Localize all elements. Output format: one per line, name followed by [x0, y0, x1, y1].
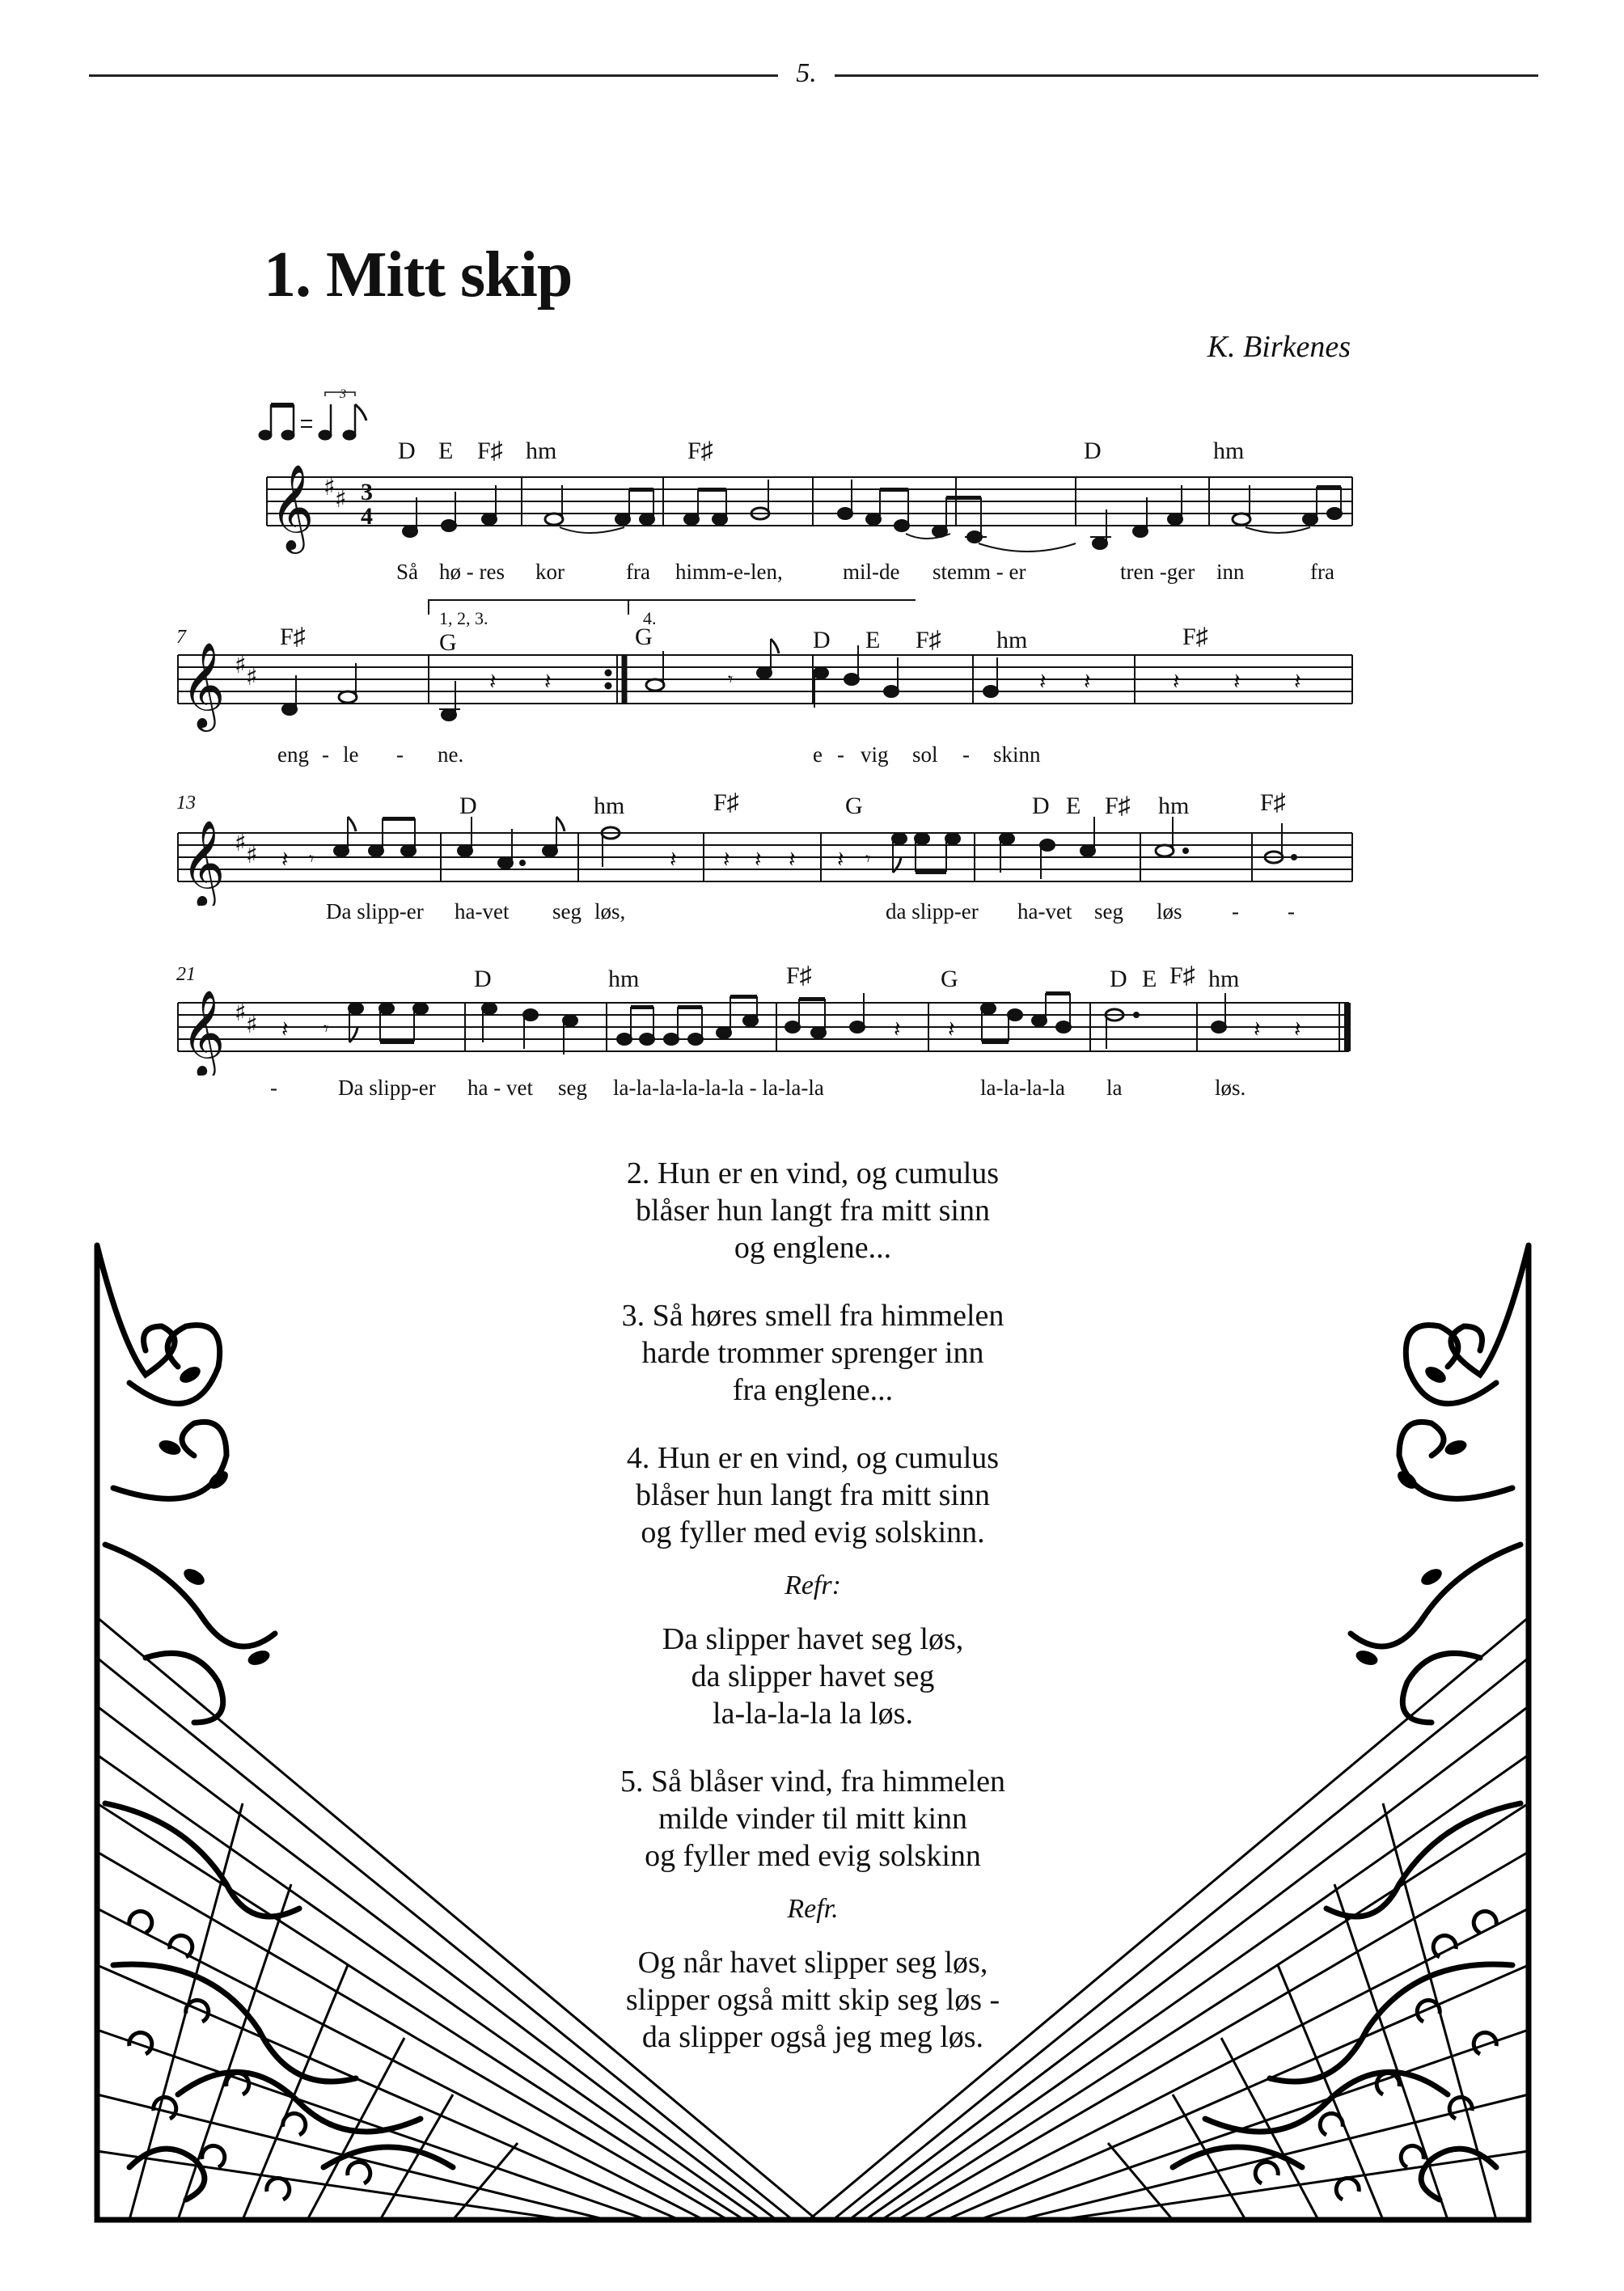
verse-line: og englene...: [734, 1231, 892, 1265]
lyric: -: [962, 742, 970, 767]
svg-text:𝄞: 𝄞: [181, 641, 226, 728]
verse-line: 2. Hun er en vind, og cumulus: [626, 1156, 1000, 1190]
lyric: Så: [396, 560, 418, 584]
svg-text:𝄾: 𝄾: [865, 848, 871, 870]
lyric: -: [1232, 899, 1239, 924]
svg-text:𝄞: 𝄞: [181, 989, 226, 1076]
page-number: 5.: [796, 58, 817, 88]
lyric: Da slipp-er: [326, 899, 424, 924]
chord: E: [438, 437, 454, 464]
svg-text:𝄽: 𝄽: [1039, 668, 1047, 695]
refrain-label: Refr:: [785, 1570, 841, 1600]
lyric: skinn: [993, 742, 1041, 767]
chord: F♯: [1105, 793, 1131, 819]
music-staff-3: [162, 801, 1359, 906]
svg-text:𝄽: 𝄽: [489, 668, 497, 695]
svg-text:𝄾: 𝄾: [324, 1017, 329, 1040]
verse-line: 5. Så blåser vind, fra himmelen: [620, 1765, 1005, 1799]
chord: D: [1110, 966, 1127, 992]
lyric: la-la-la-la-la-la - la-la-la: [613, 1076, 824, 1100]
composer: K. Birkenes: [1207, 330, 1351, 364]
svg-text:♯: ♯: [246, 663, 258, 691]
lyric: tren -ger: [1120, 560, 1195, 584]
ending-label-2: 4.: [643, 608, 657, 628]
svg-text:4: 4: [361, 503, 373, 530]
lyric: løs: [1157, 899, 1182, 924]
svg-text:𝄽: 𝄽: [789, 846, 796, 873]
verse-line: blåser hun langt fra mitt sinn: [636, 1478, 990, 1512]
chord: F♯: [713, 789, 739, 816]
svg-text:3: 3: [361, 479, 373, 505]
chord: E: [1142, 966, 1157, 992]
verse-line: harde trommer sprenger inn: [641, 1336, 984, 1370]
verse-line: fra englene...: [732, 1373, 894, 1407]
svg-text:𝄾: 𝄾: [728, 668, 734, 691]
svg-text:𝄽: 𝄽: [894, 1016, 901, 1042]
measure-number: 21: [176, 964, 196, 985]
chord: G: [439, 629, 457, 656]
lyric: løs.: [1215, 1076, 1246, 1100]
lyric: eng: [277, 742, 309, 767]
chord: hm: [526, 437, 557, 464]
swing-tempo-marking: [256, 387, 377, 451]
chord: F♯: [687, 437, 713, 464]
svg-text:𝄽: 𝄽: [1084, 668, 1091, 695]
chord: F♯: [477, 437, 503, 464]
song-title: 1. Mitt skip: [264, 239, 573, 311]
verse-line: og fyller med evig solskinn.: [641, 1515, 985, 1549]
chord: D: [459, 793, 477, 819]
music-staff-2: [162, 590, 1359, 744]
svg-text:𝄽: 𝄽: [755, 846, 762, 873]
verse-line: Og når havet slipper seg løs,: [637, 1946, 988, 1980]
ornamental-vine-right: [793, 1237, 1545, 2224]
lyric: inn: [1216, 560, 1245, 584]
chord: F♯: [1260, 789, 1286, 816]
measure-number: 7: [176, 627, 186, 648]
chord: F♯: [916, 627, 941, 653]
chord: D: [1032, 793, 1050, 819]
lyric: da slipp-er: [886, 899, 979, 924]
lyric: e: [813, 742, 823, 767]
svg-text:♯: ♯: [335, 485, 347, 514]
chord: hm: [1158, 793, 1190, 819]
header-rule-right: [835, 74, 1538, 77]
lyric: hø - res: [439, 560, 505, 584]
lyric: mil-de: [843, 560, 900, 584]
lyric: la: [1106, 1076, 1123, 1100]
verse-line: 3. Så høres smell fra himmelen: [621, 1299, 1004, 1333]
chord: E: [1066, 793, 1081, 819]
music-staff-1: [243, 453, 1359, 566]
lyric: ha-vet: [1017, 899, 1072, 924]
chord: D: [474, 966, 492, 992]
svg-text:𝄽: 𝄽: [281, 846, 289, 873]
svg-text:𝄾: 𝄾: [309, 848, 315, 870]
chord: D: [813, 627, 831, 653]
triplet-label: 3: [340, 387, 346, 401]
lyric: -: [396, 742, 404, 767]
chord: F♯: [1182, 623, 1208, 650]
chord: G: [941, 966, 958, 992]
chord: D: [398, 437, 416, 464]
music-staff-4: [162, 970, 1359, 1076]
svg-text:𝄽: 𝄽: [1173, 668, 1180, 695]
lyric: ha - vet: [467, 1076, 533, 1100]
lyric: stemm - er: [933, 560, 1026, 584]
verse-line: blåser hun langt fra mitt sinn: [636, 1194, 990, 1228]
ornamental-vine-left: [81, 1237, 833, 2224]
svg-text:𝄽: 𝄽: [1233, 668, 1241, 695]
chord: hm: [1213, 437, 1245, 464]
lyric: kor: [535, 560, 565, 584]
lyric: ne.: [438, 742, 464, 767]
verse-line: da slipper også jeg meg løs.: [641, 2020, 984, 2054]
lyric: -: [322, 742, 329, 767]
measure-number: 13: [176, 793, 196, 814]
lyric: Da slipp-er: [338, 1076, 436, 1100]
lyric: vig: [861, 742, 889, 767]
verse-line: og fyller med evig solskinn: [645, 1839, 981, 1873]
chord: F♯: [280, 623, 306, 650]
lyric: -: [270, 1076, 277, 1100]
lyric: ha-vet: [455, 899, 510, 924]
svg-text:♯: ♯: [235, 999, 247, 1027]
lyric: -: [1288, 899, 1295, 924]
verse-line: la-la-la-la la løs.: [713, 1697, 913, 1731]
svg-text:𝄽: 𝄽: [281, 1016, 289, 1042]
lyric: fra: [626, 560, 650, 584]
verse-line: Da slipper havet seg løs,: [662, 1622, 964, 1656]
lyric: -: [837, 742, 844, 767]
verse-line: slipper også mitt skip seg løs -: [625, 1983, 1000, 2017]
lyric: sol: [912, 742, 938, 767]
chord: hm: [996, 627, 1028, 653]
lyric: løs,: [594, 899, 626, 924]
lyric: la-la-la-la: [980, 1076, 1065, 1100]
svg-text:𝄽: 𝄽: [1254, 1016, 1261, 1042]
svg-text:♯: ♯: [246, 1011, 258, 1039]
header-rule-left: [89, 74, 778, 77]
refrain-label: Refr.: [787, 1894, 839, 1924]
chord: F♯: [1169, 962, 1195, 989]
svg-text:𝄽: 𝄽: [948, 1016, 955, 1042]
chord: hm: [608, 966, 640, 992]
chord: G: [635, 623, 653, 650]
verse-line: 4. Hun er en vind, og cumulus: [626, 1441, 1000, 1475]
lyric: seg: [552, 899, 582, 924]
verse-line: milde vinder til mitt kinn: [658, 1802, 968, 1836]
ending-label-1: 1, 2, 3.: [439, 608, 488, 628]
svg-text:𝄽: 𝄽: [1294, 668, 1301, 695]
lyric: seg: [558, 1076, 587, 1100]
chord: E: [865, 627, 881, 653]
svg-text:𝄞: 𝄞: [181, 819, 226, 906]
chord: hm: [1208, 966, 1240, 992]
lyric: fra: [1310, 560, 1334, 584]
svg-text:𝄽: 𝄽: [1294, 1016, 1301, 1042]
svg-text:♯: ♯: [246, 841, 258, 869]
svg-text:𝄽: 𝄽: [723, 846, 730, 873]
svg-text:𝄞: 𝄞: [270, 463, 315, 550]
chord: D: [1084, 437, 1102, 464]
svg-text:♯: ♯: [235, 829, 247, 857]
chord: F♯: [786, 962, 812, 989]
chord: G: [845, 793, 863, 819]
svg-text:𝄽: 𝄽: [670, 846, 677, 873]
lyric: le: [343, 742, 359, 767]
verse-line: da slipper havet seg: [691, 1659, 935, 1693]
lyric: seg: [1094, 899, 1123, 924]
svg-text:𝄽: 𝄽: [837, 846, 844, 873]
chord: hm: [594, 793, 625, 819]
svg-text:♯: ♯: [324, 473, 336, 501]
lyric: himm-e-len,: [675, 560, 783, 584]
svg-text:𝄽: 𝄽: [544, 668, 552, 695]
svg-text:♯: ♯: [235, 651, 247, 679]
